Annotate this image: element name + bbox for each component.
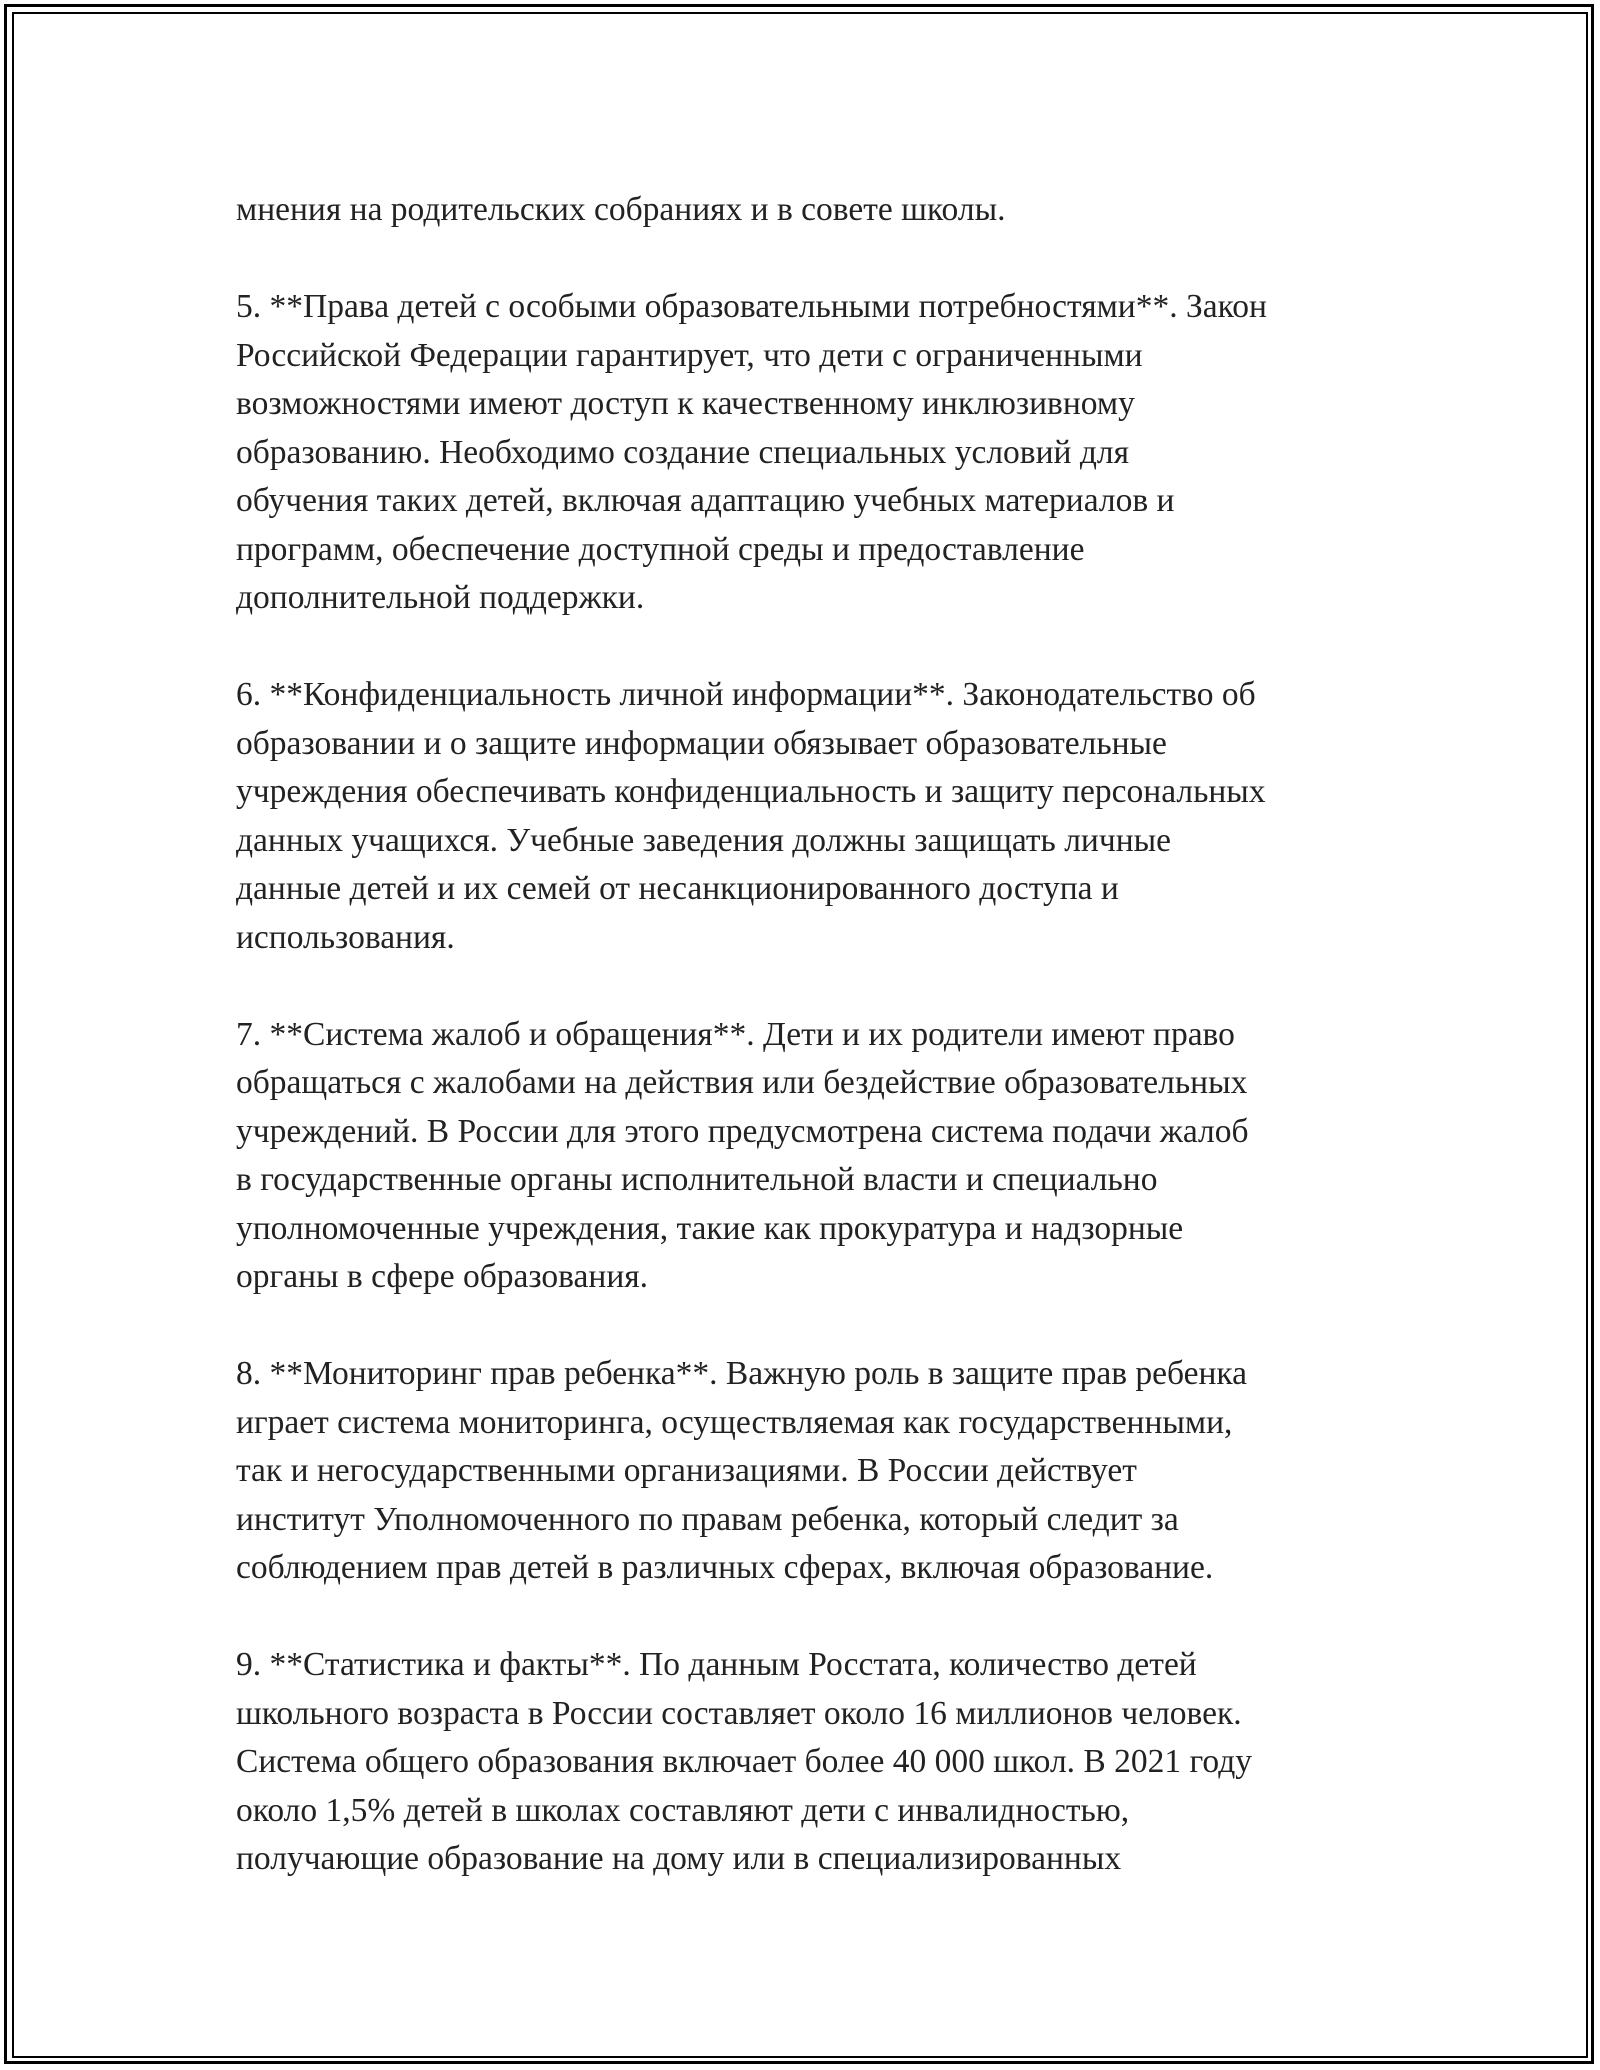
- text-line: образовании и о защите информации обязывает образовательные: [236, 724, 1167, 762]
- paragraph: [236, 186, 1426, 235]
- text-line: мнения на родительских собраниях и в совете школы.: [236, 191, 1006, 228]
- text-line: данные детей и их семей от несанкционированного доступа и: [236, 870, 1119, 907]
- text-line: программ, обеспечение доступной среды и предоставление: [236, 530, 1085, 568]
- text-line: дополнительной поддержки.: [236, 579, 645, 616]
- text-line: обучения таких детей, включая адаптацию учебных материалов и: [236, 482, 1175, 519]
- text-line: Система общего образования включает более 40 000 школ. В 2021 году: [236, 1743, 1253, 1780]
- paragraph: [236, 283, 1426, 623]
- document-body: [236, 186, 1426, 1884]
- paragraph: [236, 1350, 1426, 1593]
- text-line: учреждения обеспечивать конфиденциальность и защиту персональных: [236, 773, 1266, 810]
- paragraph-gap: [236, 235, 1426, 284]
- text-line: 9. **Статистика и факты**. По данным Росстата, количество детей: [236, 1646, 1197, 1683]
- paragraph-gap: [236, 962, 1426, 1011]
- text-line: возможностями имеют доступ к качественному инклюзивному: [236, 385, 1135, 422]
- text-line: школьного возраста в России составляет около 16 миллионов человек.: [236, 1694, 1242, 1732]
- text-line: учреждений. В России для этого предусмотрена система подачи жалоб: [236, 1112, 1249, 1150]
- text-line: около 1,5% детей в школах составляют дети с инвалидностью,: [236, 1791, 1130, 1829]
- text-line: обращаться с жалобами на действия или бездействие образовательных: [236, 1064, 1248, 1101]
- text-line: соблюдением прав детей в различных сферах, включая образование.: [236, 1549, 1214, 1586]
- text-line: Российской Федерации гарантирует, что дети с ограниченными: [236, 336, 1143, 374]
- paragraph-gap: [236, 1593, 1426, 1642]
- text-line: институт Уполномоченного по правам ребенка, который следит за: [236, 1500, 1179, 1538]
- text-line: 7. **Система жалоб и обращения**. Дети и их родители имеют право: [236, 1015, 1235, 1053]
- text-line: 8. **Мониторинг прав ребенка**. Важную роль в защите прав ребенка: [236, 1355, 1248, 1392]
- text-line: получающие образование на дому или в специализированных: [236, 1840, 1122, 1877]
- paragraph: [236, 671, 1426, 962]
- text-line: в государственные органы исполнительной власти и специально: [236, 1161, 1158, 1198]
- paragraph-gap: [236, 623, 1426, 672]
- text-line: использования.: [236, 918, 455, 956]
- text-line: так и негосударственными организациями. В России действует: [236, 1452, 1137, 1489]
- text-line: образованию. Необходимо создание специальных условий для: [236, 433, 1130, 471]
- paragraph-gap: [236, 1302, 1426, 1351]
- text-line: органы в сфере образования.: [236, 1258, 649, 1295]
- text-line: 6. **Конфиденциальность личной информации**. Законодательство об: [236, 676, 1256, 713]
- text-line: уполномоченные учреждения, такие как прокуратура и надзорные: [236, 1209, 1184, 1247]
- text-line: данных учащихся. Учебные заведения должны защищать личные: [236, 821, 1172, 859]
- text-line: играет система мониторинга, осуществляемая как государственными,: [236, 1403, 1233, 1441]
- paragraph: [236, 1011, 1426, 1302]
- paragraph: [236, 1641, 1426, 1884]
- text-line: 5. **Права детей с особыми образовательными потребностями**. Закон: [236, 288, 1267, 325]
